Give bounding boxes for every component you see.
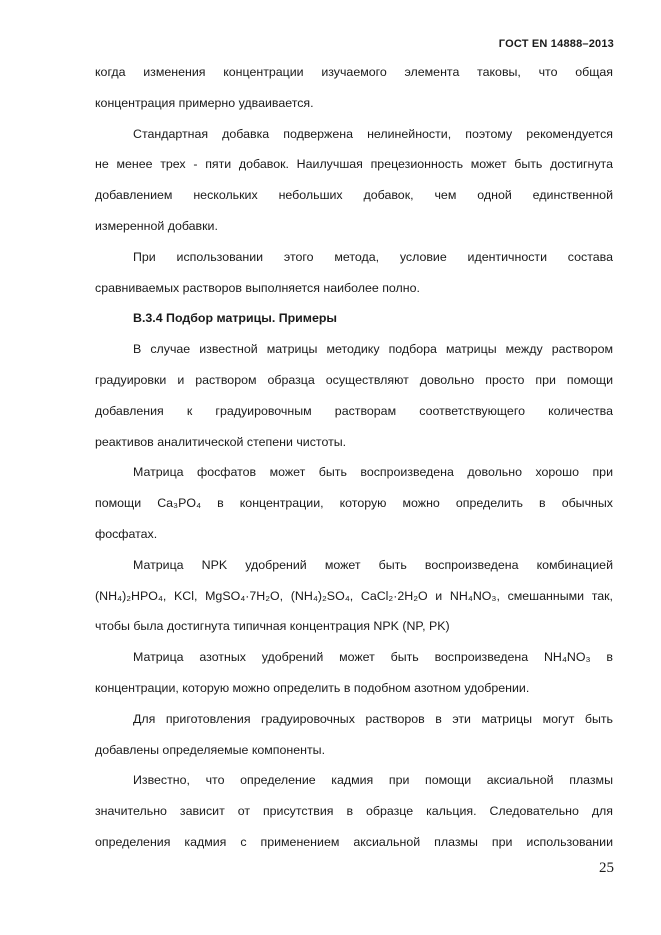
text-line: добавления к градуировочным растворам соответствующего количества	[95, 403, 613, 418]
text-line: добавлением нескольких небольших добавок, чем одной единственной	[95, 188, 613, 203]
text-line: не менее трех - пяти добавок. Наилучшая прецезионность может быть достигнута	[95, 157, 613, 172]
text-line: когда изменения концентрации изучаемого элемента таковы, что общая	[95, 65, 613, 79]
text-line: Известно, что определение кадмия при помощи аксиальной плазмы	[133, 773, 613, 788]
text-line: Матрица азотных удобрений может быть воспроизведена NH₄NO₃ в	[133, 650, 613, 665]
text-line: В случае известной матрицы методику подбора матрицы между раствором	[133, 342, 613, 357]
text-line: фосфатах.	[95, 526, 158, 541]
text-line: концентрации, которую можно определить в подобном азотном удобрении.	[95, 680, 530, 695]
text-line: реактивов аналитической степени чистоты.	[95, 434, 347, 449]
section-heading: В.3.4 Подбор матрицы. Примеры	[133, 311, 337, 326]
text-line: (NH₄)₂HPO₄, KCl, MgSO₄·7H₂O, (NH₄)₂SO₄, CaCl₂·2H₂O и NH₄NO₃, смешанными так,	[95, 588, 613, 603]
text-line: Матрица фосфатов может быть воспроизведена довольно хорошо при	[133, 465, 613, 480]
text-line: При использовании этого метода, условие идентичности состава	[133, 249, 613, 264]
text-line: значительно зависит от присутствия в образце кальция. Следовательно для	[95, 804, 613, 819]
text-line: концентрация примерно удваивается.	[95, 95, 314, 110]
page-body	[95, 60, 613, 861]
page-number: 25	[599, 860, 614, 876]
text-line: сравниваемых растворов выполняется наиболее полно.	[95, 280, 420, 295]
text-line: Для приготовления градуировочных растворов в эти матрицы могут быть	[133, 711, 613, 726]
text-line: добавлены определяемые компоненты.	[95, 742, 326, 757]
text-line: определения кадмия с применением аксиальной плазмы при использовании	[95, 834, 613, 849]
text-line: измеренной добавки.	[95, 218, 218, 233]
text-line: Матрица NPK удобрений может быть воспроизведена комбинацией	[133, 557, 613, 572]
document-standard-header: ГОСТ EN 14888–2013	[498, 38, 614, 50]
text-line: помощи Ca₃PO₄ в концентрации, которую можно определить в обычных	[95, 496, 613, 511]
text-line: чтобы была достигнута типичная концентрация NPK (NP, PK)	[95, 619, 450, 634]
text-line: Стандартная добавка подвержена нелинейности, поэтому рекомендуется	[133, 126, 613, 141]
text-line: градуировки и раствором образца осуществляют довольно просто при помощи	[95, 372, 613, 387]
